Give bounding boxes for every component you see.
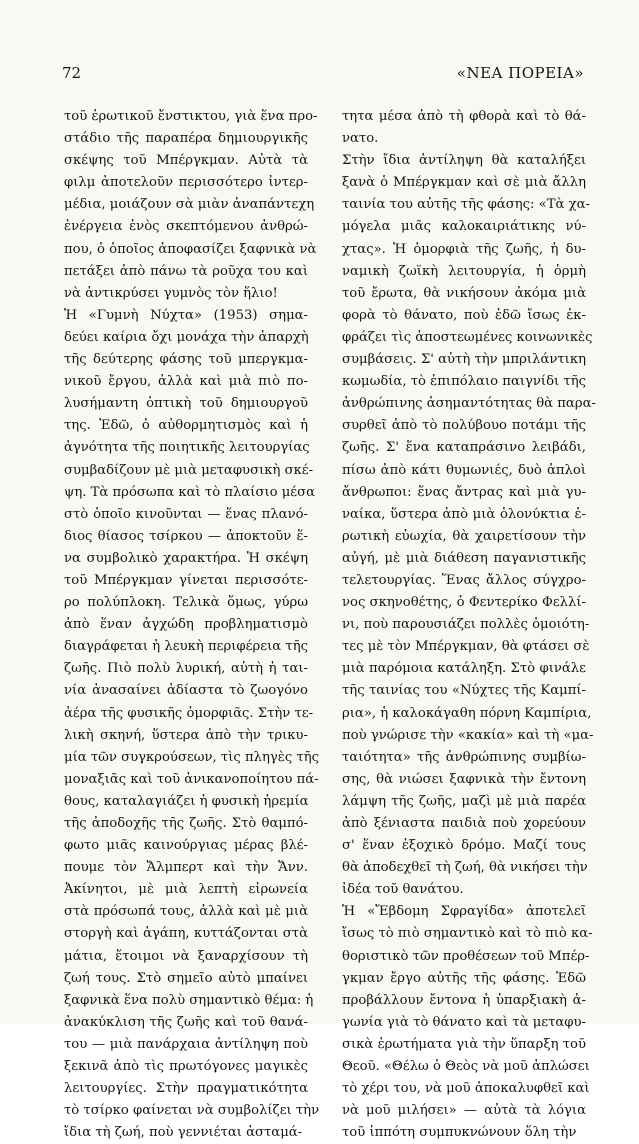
text-line: νικοῦ ἔργου, ἀλλὰ καὶ μιὰ πιὸ πο- <box>64 374 308 390</box>
text-line: στὰ πρόσωπά τους, ἀλλὰ καὶ μὲ μιὰ <box>64 904 308 920</box>
text-line: τητα μέσα ἀπὸ τὴ φθορὰ καὶ τὸ θά- <box>342 109 586 124</box>
text-line: τελετουργίας. Ἕνας ἄλλος σύγχρο- <box>342 572 586 588</box>
text-line: γωνία γιὰ τὸ θάνατο καὶ τὰ μεταφυ- <box>342 1014 586 1030</box>
text-line: σκέψης τοῦ Μπέργκμαν. Αὐτὰ τὰ <box>64 153 308 169</box>
text-line: ζωή τους. Στὸ σημεῖο αὐτὸ μπαίνει <box>64 970 308 986</box>
text-line: διος θίασος τσίρκου — ἀποκτοῦν ἕ- <box>64 528 308 544</box>
text-line: ρωτικὴ εὐωχία, θὰ χαιρετίσουν τὴν <box>342 528 586 544</box>
text-line: δεύει καίρια ὄχι μονάχα τὴν ἀπαρχὴ <box>64 329 309 345</box>
text-line: φράζει τὶς ἀποστεωμένες κοινωνικὲς <box>342 329 593 345</box>
text-line: Ἡ «Γυμνὴ Νύχτα» (1953) σημα- <box>64 307 308 323</box>
right-text-column <box>342 106 596 1141</box>
text-line: Στὴν ἴδια ἀντίληψη θὰ καταλήξει <box>342 153 586 169</box>
text-line: ρο πολύπλοκη. Τελικὰ ὅμως, γύρω <box>64 595 308 611</box>
text-line: συμβάσεις. Σ' αὐτὴ τὴν μπριλάντικη <box>342 352 586 368</box>
text-line: λάμψη τῆς ζωῆς, μαζὶ μὲ μιὰ παρέα <box>342 793 586 809</box>
text-line: ἴσως τὸ πιὸ σημαντικὸ καὶ τὸ πιὸ κα- <box>342 926 593 942</box>
text-line: κωμωδία, τὸ ἐπιπόλαιο παιγνίδι τῆς <box>342 374 586 390</box>
text-line: ζωῆς. Πιὸ πολὺ λυρική, αὐτὴ ἡ ται- <box>64 661 308 677</box>
text-line: ποὺ γνώρισε τὴν «κακία» καὶ τὴ «μα- <box>342 727 594 743</box>
text-line: διαγράφεται ἡ λευκὴ περιφέρεια τῆς <box>64 639 308 655</box>
text-line: μέδια, μοιάζουν σὰ μιὰν ἀναπάντεχη <box>64 197 315 213</box>
text-line: συρθεῖ ἀπὸ τὸ πολύβουο ποτάμι τῆς <box>342 418 586 434</box>
text-line: Ἀκίνητοι, μὲ μιὰ λεπτὴ εἰρωνεία <box>64 882 308 898</box>
text-line: πουμε τὸν Ἄλμπερτ καὶ τὴν Ἄνν. <box>64 860 308 876</box>
text-line: της. Ἐδῶ, ὁ αὐθορμητισμὸς καὶ ἡ <box>64 418 308 434</box>
text-line: λυσήμαντη ὀπτικὴ τοῦ δημιουργοῦ <box>64 396 308 412</box>
text-line: ἐνέργεια ἑνὸς σκεπτόμενου ἀνθρώ- <box>64 219 308 235</box>
text-line: στὸ ὁποῖο κινοῦνται — ἕνας πλανό- <box>64 506 308 522</box>
text-line: σης, θὰ νιώσει ξαφνικὰ τὴν ἔντονη <box>342 771 586 787</box>
text-line: λειτουργίες. Στὴν πραγματικότητα <box>64 1081 308 1097</box>
text-line: τῆς ταινίας του «Νύχτες τῆς Καμπί- <box>342 683 586 699</box>
text-line: χτας». Ἡ ὁμορφιὰ τῆς ζωῆς, ἡ δυ- <box>342 241 586 257</box>
text-line: τοῦ ἔρωτα, θὰ νικήσουν ἀκόμα μιὰ <box>342 285 586 301</box>
text-line: Ἡ «Ἔβδομη Σφραγίδα» ἀποτελεῖ <box>342 904 586 920</box>
text-line: νι, ποὺ παρουσιάζει πολλὲς ὁμοιότη- <box>342 617 590 633</box>
text-line: ἀπὸ ἕναν ἀγχώδη προβληματισμὸ <box>64 617 308 633</box>
text-line: ρια», ἡ καλοκάγαθη πόρνη Καμπίρια, <box>342 705 592 721</box>
text-line: να συμβολικὸ χαρακτήρα. Ἡ σκέψη <box>64 550 308 566</box>
text-line: ναίκα, ὕστερα ἀπὸ μιὰ ὁλονύκτια ἐ- <box>342 506 586 522</box>
running-head: «ΝΕΑ ΠΟΡΕΙΑ» <box>456 64 584 82</box>
text-line: ἄνθρωποι: ἕνας ἄντρας καὶ μιὰ γυ- <box>342 484 586 500</box>
text-line: θὰ ἀποδεχθεῖ τὴ ζωή, θὰ νικήσει τὴν <box>342 860 588 876</box>
text-line: ἴδια τὴ ζωή, ποὺ γεννιέται ἀσταμά- <box>64 1125 303 1141</box>
text-line: πετάξει ἀπὸ πάνω τὰ ροῦχα του καὶ <box>64 263 308 279</box>
text-line: φορὰ τὸ θάνατο, ποὺ ἐδῶ ἴσως ἐκ- <box>342 307 586 323</box>
text-line: νὰ μοῦ μιλήσει» — αὐτὰ τὰ λόγια <box>342 1103 586 1119</box>
text-line: μία τῶν συγκρούσεων, τὶς πληγὲς τῆς <box>64 749 320 765</box>
text-line: φωτο μιᾶς καινούργιας μέρας βλέ- <box>64 838 308 854</box>
text-line: συμβαδίζουν μὲ μιὰ μεταφυσικὴ σκέ- <box>64 462 314 478</box>
text-line: τοῦ ἱππότη συμπυκνώνουν ὅλη τὴν <box>342 1125 577 1141</box>
text-line: τῆς ἀποδοχῆς τῆς ζωῆς. Στὸ θαμπό- <box>64 816 308 831</box>
text-line: ξανὰ ὁ Μπέργκμαν καὶ σὲ μιὰ ἄλλη <box>342 175 586 191</box>
text-line: ἀπὸ ξένιαστα παιδιὰ ποὺ χορεύουν <box>342 816 586 831</box>
text-line: τὸ τσίρκο φαίνεται νὰ συμβολίζει τὴν <box>64 1103 320 1119</box>
text-line: μόγελα μιᾶς καλοκαιριάτικης νύ- <box>342 219 586 235</box>
text-line: που, ὁ ὁποῖος ἀποφασίζει ξαφνικὰ νὰ <box>64 241 317 257</box>
text-line: ἀνακύκλιση τῆς ζωῆς καὶ τοῦ θανά- <box>64 1014 308 1030</box>
page-number: 72 <box>62 64 82 82</box>
text-line: ταιότητα» τῆς ἀνθρώπινης συμβίω- <box>342 749 586 765</box>
text-line: αὐγή, μὲ μιὰ διάθεση παγανιστικῆς <box>342 550 586 566</box>
text-line: ξαφνικὰ ἕνα πολὺ σημαντικὸ θέμα: ἡ <box>64 992 314 1008</box>
text-line: τὸ χέρι του, νὰ μοῦ ἀποκαλυφθεῖ καὶ <box>342 1081 590 1097</box>
text-line: ναμικὴ ζωϊκὴ λειτουργία, ἡ ὁρμὴ <box>342 263 586 279</box>
text-line: λικὴ σκηνή, ὕστερα ἀπὸ τὴν τρικυ- <box>64 727 308 743</box>
text-line: πίσω ἀπὸ κάτι θυμωνιές, δυὸ ἁπλοὶ <box>342 462 586 478</box>
text-line: νὰ ἀντικρύσει γυμνὸς τὸν ἥλιο! <box>64 285 278 301</box>
text-line: τοῦ Μπέργκμαν γίνεται περισσότε- <box>64 572 308 588</box>
text-line: ψη. Τὰ πρόσωπα καὶ τὸ πλαίσιο μέσα <box>64 484 316 500</box>
text-line: ζωῆς. Σ' ἕνα καταπράσινο λειβάδι, <box>342 440 586 456</box>
text-line: μοναξιᾶς καὶ τοῦ ἀνικανοποίητου πά- <box>64 771 319 787</box>
text-line: στοργὴ καὶ ἀγάπη, κυττάζονται στὰ <box>64 926 308 942</box>
page-header <box>62 64 584 86</box>
text-line: σικὰ ἐρωτήματα γιὰ τὴν ὕπαρξη τοῦ <box>342 1036 586 1052</box>
text-line: ξεκινᾶ ἀπὸ τὶς πρωτόγονες μαγικὲς <box>64 1059 308 1075</box>
text-line: ταινία του αὐτῆς τῆς φάσης: «Τὰ χα- <box>342 197 590 213</box>
text-line: νος σκηνοθέτης, ὁ Φεντερίκο Φελλί- <box>342 595 586 611</box>
text-line: φιλμ ἀποτελοῦν περισσότερο ἰντερ- <box>64 175 308 191</box>
text-line: Θεοῦ. «Θέλω ὁ Θεὸς νὰ μοῦ ἁπλώσει <box>342 1059 590 1075</box>
text-line: γκμαν ἔργο αὐτῆς τῆς φάσης. Ἐδῶ <box>342 970 586 986</box>
text-line: θοριστικὸ τῶν προθέσεων τοῦ Μπέρ- <box>342 948 590 964</box>
text-line: ἰδέα τοῦ θανάτου. <box>342 882 464 898</box>
text-line: τες μὲ τὸν Μπέργκμαν, θὰ φτάσει σὲ <box>342 639 590 655</box>
text-line: στάδιο τῆς παραπέρα δημιουργικῆς <box>64 131 308 147</box>
left-text-column <box>64 106 320 1141</box>
text-line: ἀέρα τῆς φυσικῆς ὁμορφιᾶς. Στὴν τε- <box>64 705 314 721</box>
text-line: προβάλλουν ἔντονα ἡ ὑπαρξιακὴ ἀ- <box>342 992 586 1008</box>
text-line: τοῦ ἐρωτικοῦ ἔνστικτου, γιὰ ἕνα προ- <box>64 109 318 124</box>
text-line: σ' ἕναν ἐξοχικὸ δρόμο. Μαζί τους <box>342 838 586 854</box>
text-line: ἁγνότητα τῆς ποιητικῆς λειτουργίας <box>64 440 310 456</box>
text-line: θους, καταλαγιάζει ἡ φυσικὴ ἠρεμία <box>64 793 309 809</box>
text-line: νία ἀνασαίνει ἀδίαστα τὸ ζωογόνο <box>64 683 308 699</box>
text-line: τῆς δεύτερης φάσης τοῦ μπεργκμα- <box>64 352 308 368</box>
text-line: μιὰ παρόμοια κατάληξη. Στὸ φινάλε <box>342 661 586 677</box>
text-line: του — μιὰ πανάρχαια ἀντίληψη ποὺ <box>64 1036 308 1052</box>
text-line: νατο. <box>342 131 379 147</box>
text-line: μάτια, ἕτοιμοι νὰ ξαναρχίσουν τὴ <box>64 948 308 964</box>
text-line: ἀνθρώπινης ἀσημαντότητας θὰ παρα- <box>342 396 596 412</box>
